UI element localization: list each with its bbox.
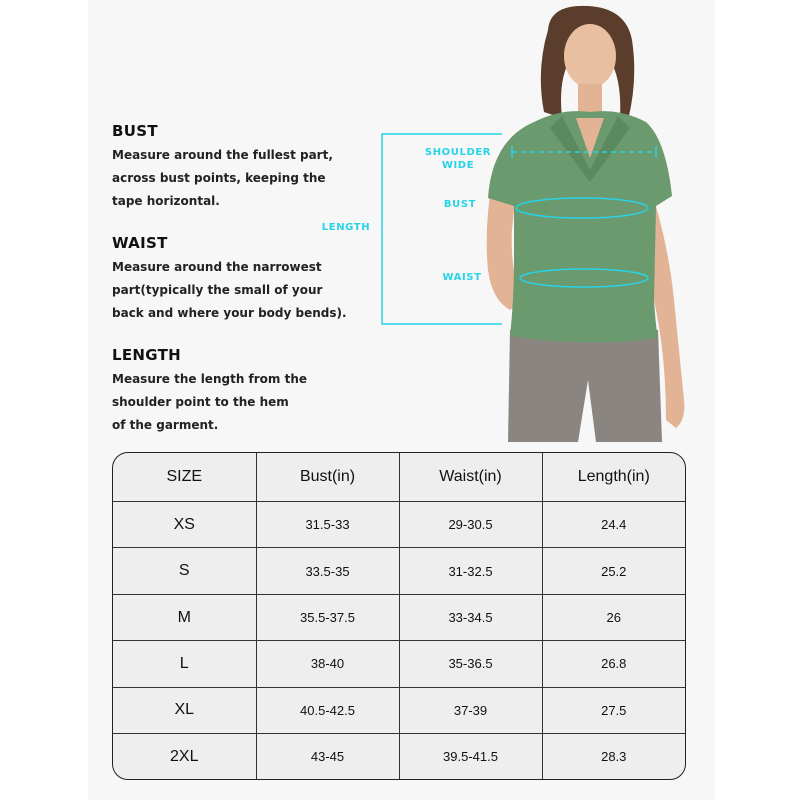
- size-cell: S: [113, 548, 256, 594]
- waist-line-3: back and where your body bends).: [112, 306, 347, 320]
- header-waist: Waist(in): [399, 453, 542, 502]
- waist-line-2: part(typically the small of your: [112, 283, 323, 297]
- length-cell: 25.2: [542, 548, 685, 594]
- header-length: Length(in): [542, 453, 685, 502]
- table-row: [113, 548, 685, 594]
- shoulder-wide-label: [418, 146, 498, 172]
- waist-cell: 33-34.5: [399, 594, 542, 640]
- waist-line-1: Measure around the narrowest: [112, 260, 322, 274]
- table-row: [113, 641, 685, 687]
- size-chart-table: [112, 452, 686, 780]
- waist-callout-label: WAIST: [442, 272, 482, 283]
- bust-title: BUST: [112, 122, 158, 140]
- bust-cell: 43-45: [256, 734, 399, 779]
- waist-cell: 31-32.5: [399, 548, 542, 594]
- size-cell: M: [113, 594, 256, 640]
- length-cell: 26: [542, 594, 685, 640]
- bust-cell: 40.5-42.5: [256, 687, 399, 733]
- bust-cell: 33.5-35: [256, 548, 399, 594]
- bust-callout-label: BUST: [443, 199, 477, 210]
- header-bust: Bust(in): [256, 453, 399, 502]
- header-size: SIZE: [113, 453, 256, 502]
- bust-line-2: across bust points, keeping the: [112, 171, 326, 185]
- length-cell: 27.5: [542, 687, 685, 733]
- length-cell: 28.3: [542, 734, 685, 779]
- shoulder-label-line-1: SHOULDER: [424, 147, 492, 158]
- bust-cell: 35.5-37.5: [256, 594, 399, 640]
- table-row: [113, 734, 685, 779]
- bust-line-3: tape horizontal.: [112, 194, 220, 208]
- length-cell: 26.8: [542, 641, 685, 687]
- size-cell: XS: [113, 502, 256, 548]
- size-cell: XL: [113, 687, 256, 733]
- bust-loop: [516, 198, 648, 218]
- length-line-1: Measure the length from the: [112, 372, 308, 386]
- size-cell: 2XL: [113, 734, 256, 779]
- length-line-3: of the garment.: [112, 418, 219, 432]
- bust-line-1: Measure around the fullest part,: [112, 148, 333, 162]
- waist-cell: 35-36.5: [399, 641, 542, 687]
- table-row: [113, 502, 685, 548]
- waist-title: WAIST: [112, 234, 168, 252]
- size-cell: L: [113, 641, 256, 687]
- length-title: LENGTH: [112, 346, 181, 364]
- shoulder-label-line-2: WIDE: [441, 160, 475, 171]
- bust-cell: 31.5-33: [256, 502, 399, 548]
- length-line-2: shoulder point to the hem: [112, 395, 289, 409]
- length-callout-label: LENGTH: [321, 222, 371, 233]
- table-row: [113, 687, 685, 733]
- waist-cell: 39.5-41.5: [399, 734, 542, 779]
- bust-cell: 38-40: [256, 641, 399, 687]
- waist-loop: [520, 269, 648, 287]
- table-header-row: [113, 453, 685, 502]
- waist-cell: 37-39: [399, 687, 542, 733]
- waist-cell: 29-30.5: [399, 502, 542, 548]
- table-row: [113, 594, 685, 640]
- length-cell: 24.4: [542, 502, 685, 548]
